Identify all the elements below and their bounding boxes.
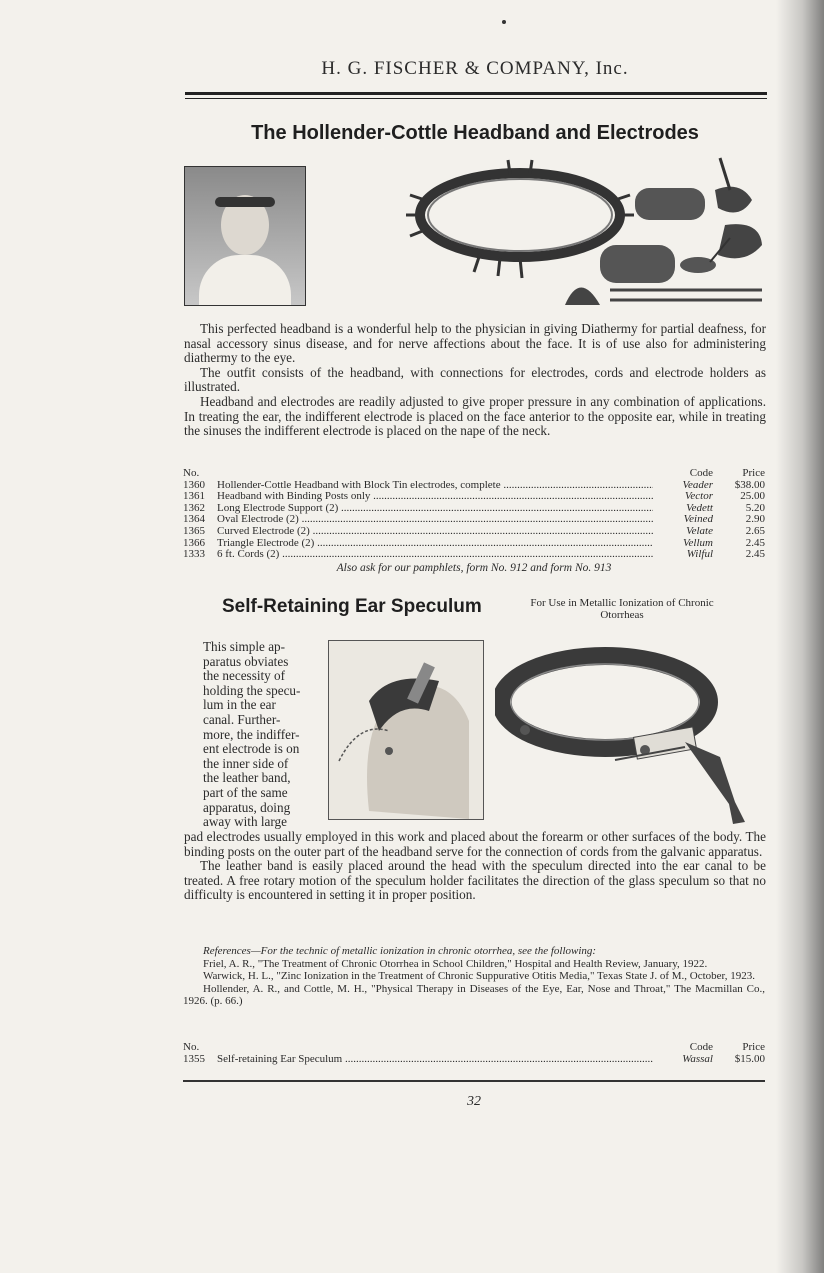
section1-paragraph-3: Headband and electrodes are readily adjusted to give proper pressure in any combination of applications. In treating the ear, the indifferent electrode is placed on the face anterior to the opposite ear, while in treating the sinuses the indifferent electrode is placed on the nape of the neck. <box>184 393 766 439</box>
section2-continuation: pad electrodes usually employed in this work and placed about the forearm or other surfaces of the body. The binding posts on the outer part of the headband serve for the connection of cords from the galvanic apparatus. <box>184 829 766 859</box>
section1-price-table <box>183 468 765 561</box>
reference-item: Warwick, H. L., "Zinc Ionization in the Treatment of Chronic Suppurative Otitis Media," Texas State J. of M., October, 1923. <box>203 970 755 982</box>
reference-item: Hollender, A. R., and Cottle, M. H., "Physical Therapy in Diseases of the Eye, Ear, Nose and Throat," The Macmillan Co., 1926. (p. 66.) <box>183 982 765 1007</box>
price-row: 1333 6 ft. Cords (2) ..... Wilful 2.45 <box>183 549 765 561</box>
header-rule-thin <box>185 98 767 99</box>
photo-shirt <box>199 255 291 306</box>
references-intro: References—For the technic of metallic ionization in chronic otorrhea, see the following: <box>203 945 597 957</box>
reference-item: Friel, A. R., "The Treatment of Chronic Otorrhea in School Children," Hospital and Health Review, January, 1922. <box>203 957 708 970</box>
col-price: Price <box>742 1041 765 1053</box>
footer-rule <box>183 1080 765 1082</box>
head-drawing <box>329 641 483 819</box>
price-row: 1364 Oval Electrode (2) ..... Veined 2.90 <box>183 514 765 526</box>
price-row: 1362 Long Electrode Support (2) ..... Vedett 5.20 <box>183 503 765 515</box>
section2-body <box>184 830 766 903</box>
price-table-header <box>183 468 765 480</box>
price-row: 1360 Hollender-Cottle Headband with Block Tin electrodes, complete ..... Veader $38.00 <box>183 480 765 492</box>
section2-paragraph-2: The leather band is easily placed around the head with the speculum directed into the ear canal to be treated. A free rotary motion of the speculum holder facilitates the direction of the glass speculum so that no difficulty is encountered in setting it in proper position. <box>184 858 766 903</box>
price-row: 1366 Triangle Electrode (2) ..... Vellum 2.45 <box>183 538 765 550</box>
headband-photo <box>184 166 306 306</box>
price-row: 1365 Curved Electrode (2) ..... Velate 2.65 <box>183 526 765 538</box>
price-row: 1361 Headband with Binding Posts only ..... Vector 25.00 <box>183 491 765 503</box>
section1-paragraph-2: The outfit consists of the headband, with connections for electrodes, cords and electrode holders as illustrated. <box>184 364 766 395</box>
price-table-header <box>183 1042 765 1054</box>
col-price: Price <box>742 467 765 479</box>
col-no: No. <box>183 467 200 479</box>
speculum-on-head-photo <box>328 640 484 820</box>
page-edge-shadow <box>776 0 824 1273</box>
section1-title: The Hollender-Cottle Headband and Electrodes <box>251 122 699 144</box>
print-dot <box>502 20 506 24</box>
pamphlet-note: Also ask for our pamphlets, form No. 912 and form No. 913 <box>336 562 612 574</box>
col-no: No. <box>183 1041 200 1053</box>
section2-price-table <box>183 1042 765 1065</box>
headband-electrodes-illustration <box>400 150 770 315</box>
photo-headband <box>215 197 275 207</box>
section2-title: Self-Retaining Ear Speculum <box>222 596 482 617</box>
section1-paragraph-1: This perfected headband is a wonderful help to the physician in giving Diathermy for partial deafness, for nasal accessory sinus disease, and for nerve affections about the face. It is of use also for administering diathermy to the eye. <box>184 321 766 366</box>
section2-intro: This simple ap- paratus obviates the necessity of holding the specu- lum in the ear canal. Further- more, the indiffer- ent electrode is on the inner side of the leather band, part of the same apparatus, doing away with large <box>203 639 301 830</box>
leather-band-illustration <box>495 632 765 832</box>
section1-body <box>184 322 766 439</box>
running-head: H. G. FISCHER & COMPANY, Inc. <box>321 58 629 79</box>
col-code: Code <box>689 467 713 479</box>
page-number: 32 <box>467 1094 481 1109</box>
header-rule-thick <box>185 92 767 95</box>
section2-subtitle: For Use in Metallic Ionization of Chronic Otorrheas <box>530 597 714 621</box>
col-code: Code <box>689 1041 713 1053</box>
price-row: 1355 Self-retaining Ear Speculum ..... Wassal $15.00 <box>183 1054 765 1066</box>
references <box>183 945 765 1008</box>
